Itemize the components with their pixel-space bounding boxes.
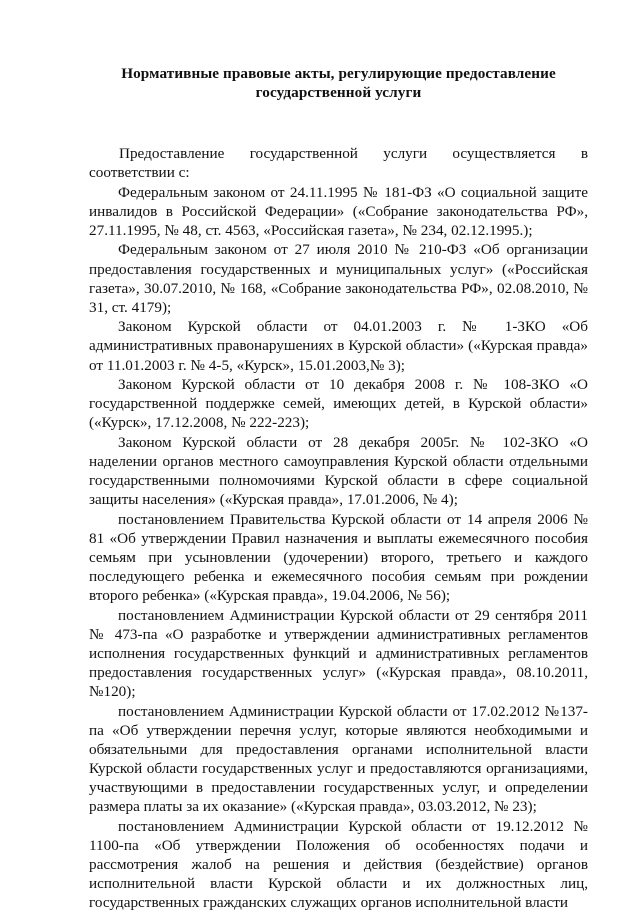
title-line-1: Нормативные правовые акты, регулирующие предоставление — [121, 65, 556, 82]
document-body — [89, 144, 588, 912]
document-title — [89, 64, 588, 102]
law-paragraph-102-zko: Законом Курской области от 28 декабря 2005г. № 102-ЗКО «О наделении органов местного самоуправления Курской области отдельными государственными полномочиями Курской области в сфере социальной защиты населения» («Курская правда», 17.01.2006, № 4); — [89, 433, 588, 509]
resolution-paragraph-1100-pa: постановлением Администрации Курской области от 19.12.2012 № 1100-па «Об утверждении Положения об особенностях подачи и рассмотрения жалоб на решения и действия (бездействие) органов исполнительной власти Курской области и их должностных лиц, государственных гражданских служащих органов исполнительной власти — [89, 817, 588, 912]
law-paragraph-181-fz: Федеральным законом от 24.11.1995 № 181-ФЗ «О социальной защите инвалидов в Российской Федерации» («Собрание законодательства РФ», 27.11.1995, № 48, ст. 4563, «Российская газета», № 234, 02.12.1995.); — [89, 183, 588, 239]
law-paragraph-1-zko: Законом Курской области от 04.01.2003 г. № 1-ЗКО «Об административных правонарушениях в Курской области» («Курская правда» от 11.01.2003 г. № 4-5, «Курск», 15.01.2003,№ 3); — [89, 318, 588, 374]
law-paragraph-210-fz: Федеральным законом от 27 июля 2010 № 210-ФЗ «Об организации предоставления государственных и муниципальных услуг» («Российская газета», 30.07.2010, № 168, «Собрание законодательства РФ», 02.08.2010, № 31, ст. 4179); — [89, 241, 588, 316]
law-paragraph-108-zko: Законом Курской области от 10 декабря 2008 г. № 108-ЗКО «О государственной поддержке семей, имеющих детей, в Курской области» («Курск», 17.12.2008, № 222-223); — [89, 376, 588, 432]
resolution-paragraph-137-pa: постановлением Администрации Курской области от 17.02.2012 №137-па «Об утверждении перечня услуг, которые являются необходимыми и обязательными для предоставления органами исполнительной власти Курской области государственных услуг и предоставляются организациями, участвующими в предоставлении государственных услуг, и определении размера платы за их оказание» («Курская правда», 03.03.2012, № 23); — [89, 702, 588, 816]
resolution-paragraph-473-pa: постановлением Администрации Курской области от 29 сентября 2011 № 473-па «О разработке и утверждении административных регламентов исполнения государственных функций и административных регламентов предоставления государственных услуг» («Курская правда», 08.10.2011, №120); — [89, 606, 588, 701]
title-line-2: государственной услуги — [255, 84, 422, 101]
resolution-paragraph-81: постановлением Правительства Курской области от 14 апреля 2006 № 81 «Об утверждении Правил назначения и выплаты ежемесячного пособия семьям при усыновлении (удочерении) второго, третьего и каждого последующего ребенка и ежемесячного пособия семьям при рождении второго ребенка» («Курская правда», 19.04.2006, № 56); — [89, 510, 588, 605]
intro-paragraph: Предоставление государственной услуги осуществляется в соответствии с: — [89, 145, 588, 182]
